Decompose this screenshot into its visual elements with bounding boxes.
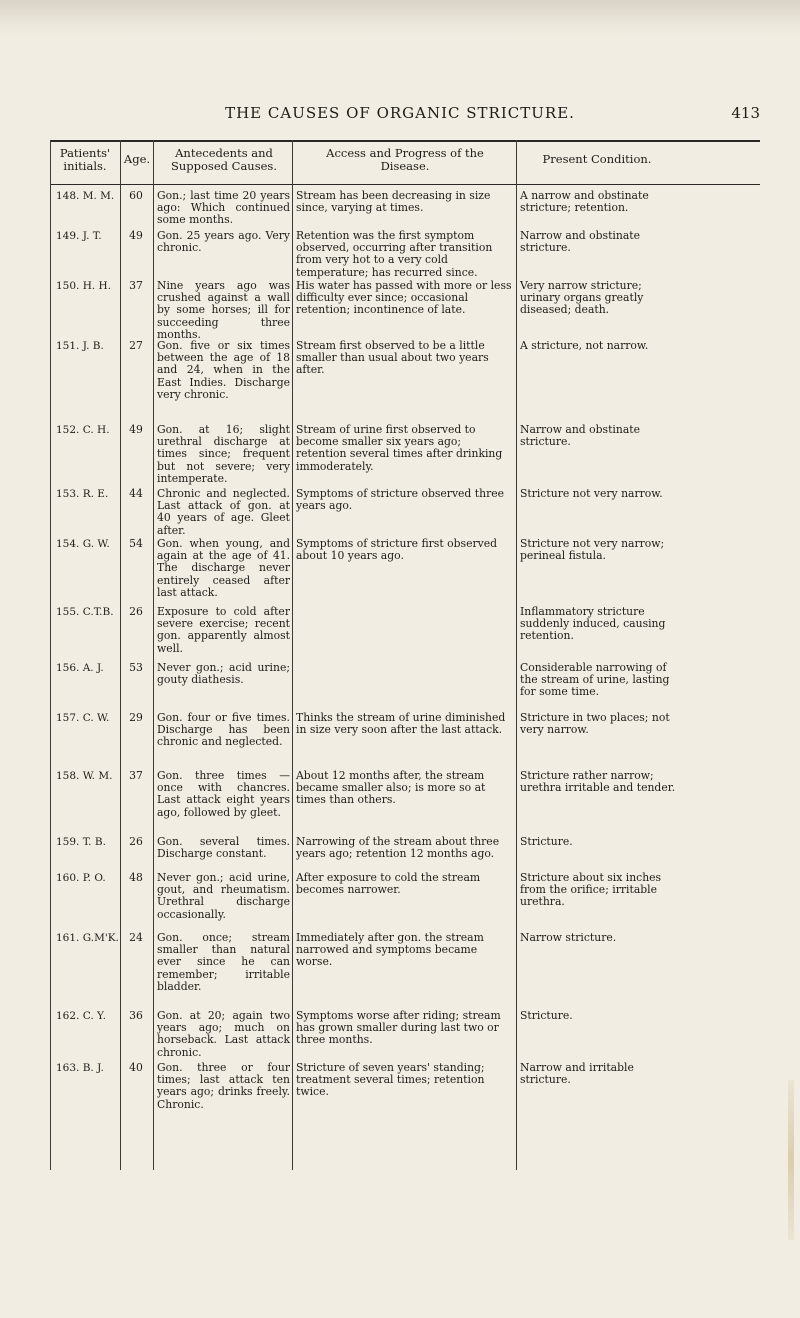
- table-row-antecedents: Gon. three or four times; last attack ten years ago; drinks freely. Chronic.: [157, 1061, 290, 1111]
- table-row-antecedents: Gon.; last time 20 years ago: Which continued some months.: [157, 189, 290, 227]
- table-row-present: Narrow and irritable stricture.: [520, 1061, 634, 1087]
- column-header-progress: Access and Progress of the Disease.: [326, 146, 484, 173]
- table-row-patient: 159. T. B.: [56, 836, 106, 848]
- table-row-progress: After exposure to cold the stream becomes narrower.: [296, 871, 481, 897]
- table-row-age: 29: [129, 711, 143, 724]
- table-row-antecedents: Never gon.; acid urine; gouty diathesis.: [157, 661, 290, 687]
- table-row-progress: Stream of urine first observed to become smaller six years ago; retention several times after drinking immoderately.: [296, 423, 503, 473]
- table-row-progress: Symptoms of stricture observed three years ago.: [296, 487, 505, 513]
- table-row-antecedents: Gon. four or five times. Discharge has been chronic and neglected.: [157, 711, 290, 749]
- table-row-age: 26: [129, 835, 143, 848]
- table-row-present: Inflammatory stricture suddenly induced, causing retention.: [520, 605, 666, 643]
- table-row-patient: 150. H. H.: [56, 280, 112, 292]
- table-row-patient: 163. B. J.: [56, 1062, 104, 1074]
- table-row-age: 60: [129, 189, 143, 202]
- table-row-progress: Narrowing of the stream about three years ago; retention 12 months ago.: [296, 835, 500, 861]
- table-row-age: 26: [129, 605, 143, 618]
- table-row-age: 49: [129, 229, 143, 242]
- table-row-antecedents: Gon. at 16; slight urethral discharge at times since; frequent but not severe; very intemperate.: [157, 423, 290, 485]
- table-row-patient: 151. J. B.: [56, 340, 104, 352]
- table-row-antecedents: Gon. once; stream smaller than natural ever since he can remember; irritable bladder.: [157, 931, 290, 993]
- column-header-antecedents: Antecedents and Supposed Causes.: [171, 146, 277, 173]
- table-row-patient: 158. W. M.: [56, 770, 113, 782]
- table-row-age: 54: [129, 537, 143, 550]
- table-row-progress: His water has passed with more or less difficulty ever since; occasional retention; incontinence of late.: [296, 279, 512, 317]
- table-row-present: A stricture, not narrow.: [520, 339, 649, 352]
- table-row-progress: Symptoms worse after riding; stream has grown smaller during last two or three months.: [296, 1009, 501, 1047]
- table-row-age: 53: [129, 661, 143, 674]
- table-row-age: 24: [129, 931, 143, 944]
- table-left-border: [50, 140, 51, 1170]
- table-row-antecedents: Chronic and neglected. Last attack of gon. at 40 years of age. Gleet after.: [157, 487, 290, 537]
- paper-stain: [788, 1080, 794, 1240]
- table-row-patient: 156. A. J.: [56, 662, 104, 674]
- table-row-patient: 161. G.M'K.: [56, 932, 119, 944]
- table-row-age: 49: [129, 423, 143, 436]
- table-row-progress: Retention was the first symptom observed, occurring after transition from very hot to a very cold temperature; has recurred since.: [296, 229, 493, 279]
- table-row-antecedents: Gon. when young, and again at the age of 41. The discharge never entirely ceased after last attack.: [157, 537, 290, 599]
- table-row-progress: Thinks the stream of urine diminished in size very soon after the last attack.: [296, 711, 506, 737]
- table-row-present: A narrow and obstinate stricture; retention.: [520, 189, 649, 215]
- table-row-present: Stricture not very narrow.: [520, 487, 663, 500]
- table-row-present: Considerable narrowing of the stream of urine, lasting for some time.: [520, 661, 670, 699]
- table-row-patient: 152. C. H.: [56, 424, 110, 436]
- table-row-progress: Symptoms of stricture first observed about 10 years ago.: [296, 537, 498, 563]
- table-row-antecedents: Gon. at 20; again two years ago; much on horseback. Last attack chronic.: [157, 1009, 290, 1059]
- table-row-present: Narrow stricture.: [520, 931, 617, 944]
- table-top-rule: [50, 140, 760, 142]
- table-row-antecedents: Gon. five or six times between the age of 18 and 24, when in the East Indies. Discharge very chronic.: [157, 339, 290, 401]
- table-row-patient: 157. C. W.: [56, 712, 110, 724]
- column-divider: [516, 140, 517, 1170]
- table-row-patient: 153. R. E.: [56, 488, 109, 500]
- table-row-progress: Stream first observed to be a little smaller than usual about two years after.: [296, 339, 489, 377]
- table-row-patient: 148. M. M.: [56, 190, 115, 202]
- table-row-present: Stricture about six inches from the orifice; irritable urethra.: [520, 871, 662, 909]
- table-row-present: Stricture not very narrow; perineal fistula.: [520, 537, 665, 563]
- column-header-present: Present Condition.: [542, 152, 652, 166]
- table-row-present: Narrow and obstinate stricture.: [520, 423, 640, 449]
- table-row-age: 48: [129, 871, 143, 884]
- page-top-shadow: [0, 0, 800, 40]
- table-row-progress: Stricture of seven years' standing; treatment several times; retention twice.: [296, 1061, 485, 1099]
- table-row-antecedents: Never gon.; acid urine, gout, and rheumatism. Urethral discharge occasionally.: [157, 871, 290, 921]
- table-header-rule: [50, 184, 760, 185]
- table-row-antecedents: Gon. three times — once with chancres. Last attack eight years ago, followed by gleet.: [157, 769, 290, 819]
- column-header-age: Age.: [123, 152, 151, 166]
- table-row-progress: Immediately after gon. the stream narrowed and symptoms became worse.: [296, 931, 484, 969]
- running-head: THE CAUSES OF ORGANIC STRICTURE.: [225, 104, 575, 122]
- table-row-antecedents: Gon. several times. Discharge constant.: [157, 835, 290, 861]
- table-row-present: Narrow and obstinate stricture.: [520, 229, 640, 255]
- table-row-age: 27: [129, 339, 143, 352]
- table-row-age: 44: [129, 487, 143, 500]
- table-row-present: Stricture.: [520, 1009, 573, 1022]
- table-row-antecedents: Nine years ago was crushed against a wall by some horses; ill for succeeding three months.: [157, 279, 290, 341]
- table-row-age: 36: [129, 1009, 143, 1022]
- table-row-present: Stricture rather narrow; urethra irritable and tender.: [520, 769, 676, 795]
- column-header-patient: Patients' initials.: [59, 146, 111, 173]
- table-row-present: Very narrow stricture; urinary organs greatly diseased; death.: [520, 279, 644, 317]
- table-row-antecedents: Gon. 25 years ago. Very chronic.: [157, 229, 290, 255]
- table-row-patient: 162. C. Y.: [56, 1010, 106, 1022]
- table-row-present: Stricture in two places; not very narrow.: [520, 711, 670, 737]
- table-row-age: 37: [129, 769, 143, 782]
- table-row-progress: About 12 months after, the stream became smaller also; is more so at times than others.: [296, 769, 486, 807]
- table-row-patient: 160. P. O.: [56, 872, 106, 884]
- table-row-age: 37: [129, 279, 143, 292]
- table-row-patient: 149. J. T.: [56, 230, 102, 242]
- table-row-antecedents: Exposure to cold after severe exercise; recent gon. apparently almost well.: [157, 605, 290, 655]
- table-row-age: 40: [129, 1061, 143, 1074]
- column-divider: [292, 140, 293, 1170]
- table-row-present: Stricture.: [520, 835, 573, 848]
- table-row-patient: 155. C.T.B.: [56, 606, 114, 618]
- page-number: 413: [731, 104, 760, 122]
- table-row-progress: Stream has been decreasing in size since, varying at times.: [296, 189, 491, 215]
- table-row-patient: 154. G. W.: [56, 538, 110, 550]
